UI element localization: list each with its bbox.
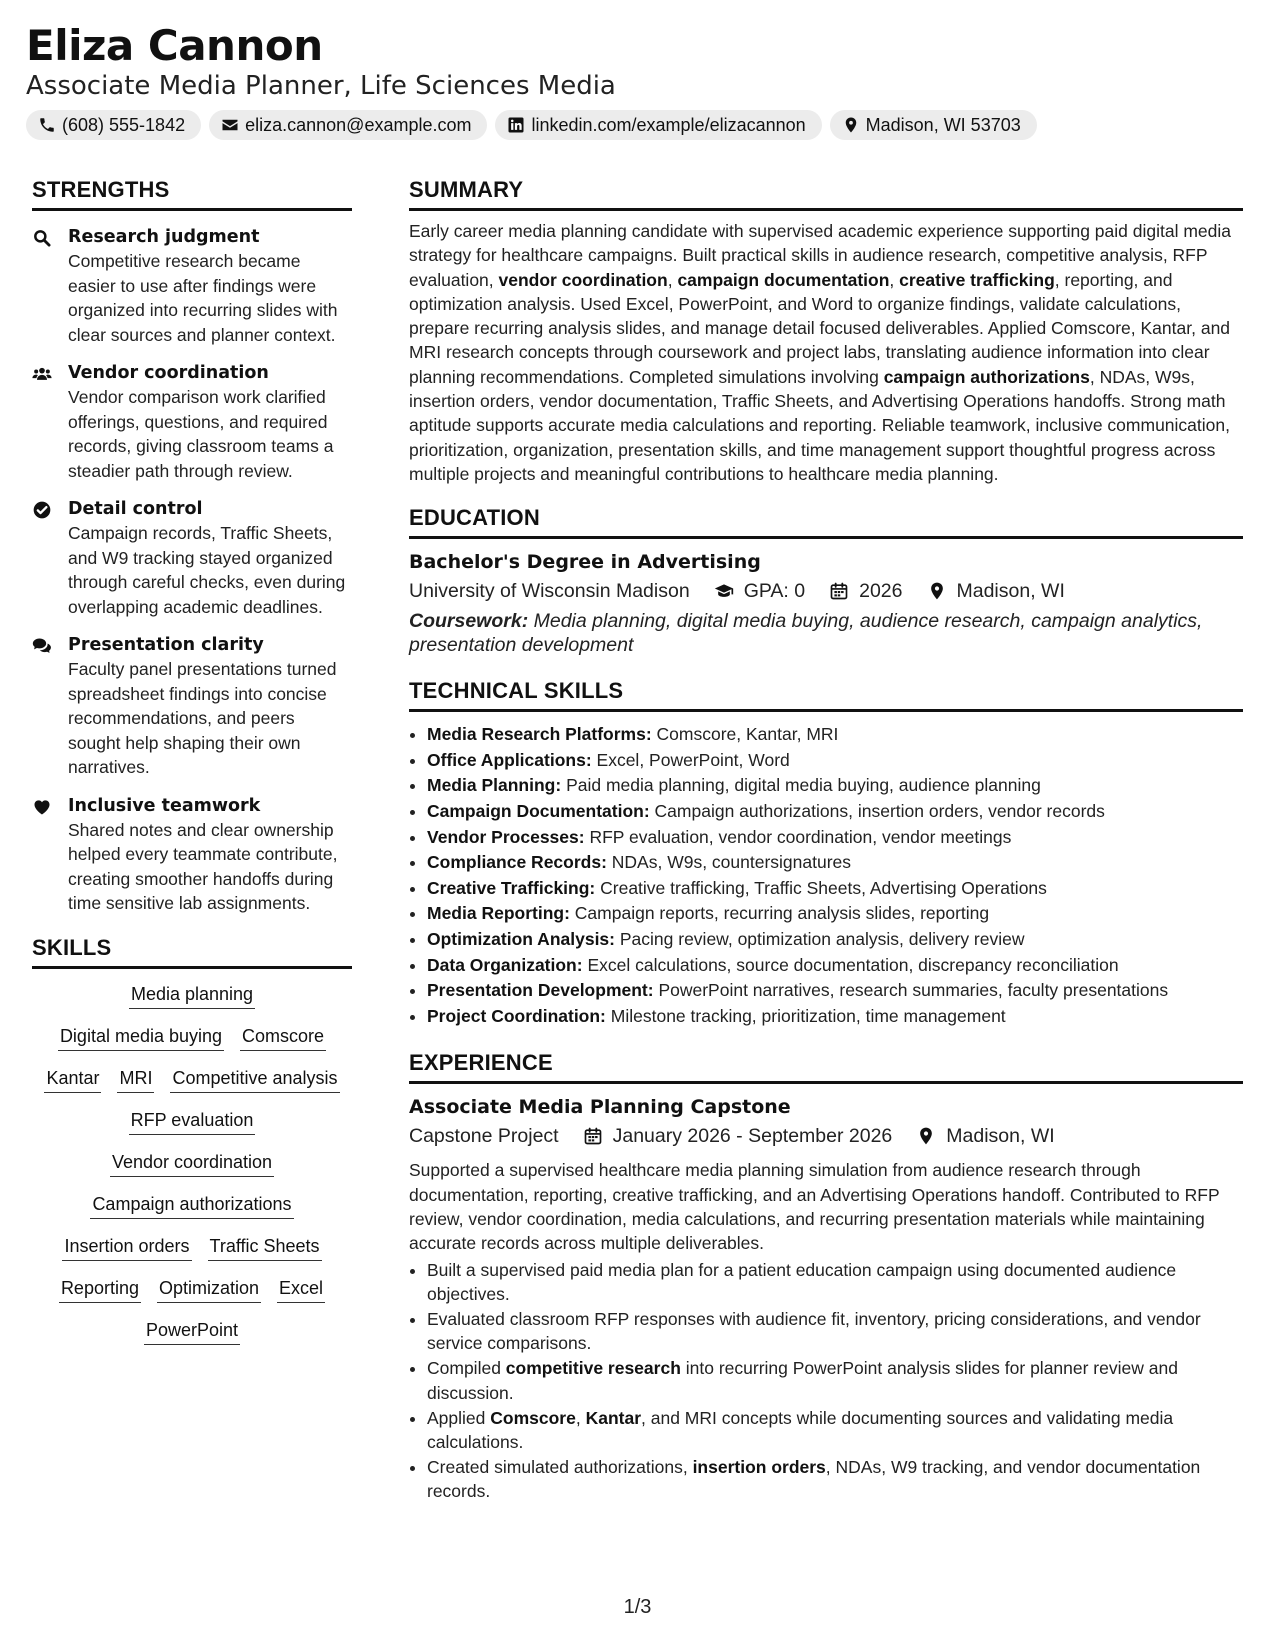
strength-title: Presentation clarity xyxy=(68,635,264,655)
coursework-label: Coursework: xyxy=(409,610,529,633)
skill-tag: PowerPoint xyxy=(144,1317,240,1345)
skill-tag: Vendor coordination xyxy=(110,1149,274,1177)
experience-bullet xyxy=(427,1258,1243,1306)
bold-phrase: competitive research xyxy=(505,1358,681,1379)
strength-text: Faculty panel presentations turned spreadsheet findings into concise recommendations, and peers sought help shaping their own narratives. xyxy=(68,659,337,777)
text-run: Early career media planning candidate with supervised academic experience supporting paid digital media strategy for healthcare campaigns. Built practical skills in audience research, competitive analysis, RFP evaluation, xyxy=(409,221,1232,290)
education-heading: EDUCATION xyxy=(409,504,1243,539)
text-run: , xyxy=(889,269,900,290)
skill-row xyxy=(32,1023,352,1051)
experience-heading: EXPERIENCE xyxy=(409,1049,1243,1084)
text-run: Compiled xyxy=(427,1358,506,1379)
experience-bullets xyxy=(409,1258,1243,1504)
technical-skill-label: Compliance Records: xyxy=(427,852,607,873)
strength-text: Vendor comparison work clarified offerings, questions, and required records, giving classroom teams a steadier path through review. xyxy=(68,387,334,481)
strength-item xyxy=(32,497,352,619)
calendar-icon xyxy=(583,1126,603,1146)
strengths-section xyxy=(32,176,352,916)
skill-tag: Traffic Sheets xyxy=(208,1233,322,1261)
technical-skill-value: Creative trafficking, Traffic Sheets, Advertising Operations xyxy=(600,877,1047,898)
strength-text: Competitive research became easier to use after findings were organized into recurring slides with clear sources and planner context. xyxy=(68,251,338,345)
bold-phrase: campaign documentation xyxy=(677,269,890,290)
skill-row xyxy=(32,981,352,1009)
map-pin-icon xyxy=(927,581,947,601)
map-pin-icon xyxy=(916,1126,936,1146)
strength-item xyxy=(32,225,352,347)
technical-skill-label: Project Coordination: xyxy=(427,1005,606,1026)
technical-skill-label: Media Reporting: xyxy=(427,903,570,924)
technical-skill-item xyxy=(427,876,1243,902)
text-run: Created simulated authorizations, xyxy=(427,1457,693,1478)
skill-tag: Comscore xyxy=(240,1023,326,1051)
magnifier-icon xyxy=(32,228,52,248)
summary-section xyxy=(409,176,1243,486)
phone-icon xyxy=(38,116,56,134)
linkedin-icon xyxy=(507,116,525,134)
summary-heading: SUMMARY xyxy=(409,176,1243,211)
contact-linkedin-text: linkedin.com/example/elizacannon xyxy=(531,114,806,135)
skill-tag: Campaign authorizations xyxy=(90,1191,293,1219)
experience-bullet xyxy=(427,1356,1243,1404)
technical-skill-item xyxy=(427,825,1243,851)
text-run: , and MRI concepts while documenting sources and validating media calculations. xyxy=(427,1407,1174,1452)
technical-skill-value: Campaign reports, recurring analysis slides, reporting xyxy=(574,903,990,924)
strength-title: Detail control xyxy=(68,499,203,519)
technical-skill-label: Optimization Analysis: xyxy=(427,929,615,950)
technical-skill-value: Excel calculations, source documentation, discrepancy reconciliation xyxy=(587,954,1119,975)
technical-skill-value: PowerPoint narratives, research summaries, faculty presentations xyxy=(658,980,1169,1001)
technical-skills-heading: TECHNICAL SKILLS xyxy=(409,677,1243,712)
contact-linkedin[interactable] xyxy=(495,110,821,140)
summary-text xyxy=(409,219,1243,486)
technical-skill-label: Vendor Processes: xyxy=(427,826,585,847)
technical-skill-label: Data Organization: xyxy=(427,954,583,975)
experience-bullet xyxy=(427,1406,1243,1454)
bold-phrase: vendor coordination xyxy=(498,269,668,290)
page-number: 1/3 xyxy=(623,1596,652,1618)
strength-title: Vendor coordination xyxy=(68,363,269,383)
skill-row xyxy=(32,1233,352,1261)
technical-skill-item xyxy=(427,978,1243,1004)
strength-text: Shared notes and clear ownership helped every teammate contribute, creating smoother handoffs during time sensitive lab assignments. xyxy=(68,819,338,913)
comments-icon xyxy=(32,636,52,656)
education-location: Madison, WI xyxy=(956,580,1065,603)
contact-email[interactable] xyxy=(209,110,487,140)
technical-skill-value: Pacing review, optimization analysis, delivery review xyxy=(619,929,1025,950)
experience-bullet xyxy=(427,1455,1243,1503)
bold-phrase: Comscore xyxy=(490,1407,576,1428)
experience-org: Capstone Project xyxy=(409,1125,559,1148)
skill-row xyxy=(32,1107,352,1135)
text-run: into recurring PowerPoint analysis slides for planner review and discussion. xyxy=(427,1358,1178,1403)
strength-item xyxy=(32,633,352,780)
contact-location xyxy=(830,110,1037,140)
technical-skill-value: RFP evaluation, vendor coordination, vendor meetings xyxy=(589,826,1012,847)
text-run: Built a supervised paid media plan for a patient education campaign using documented audience objectives. xyxy=(427,1259,1177,1304)
graduation-cap-icon xyxy=(714,581,734,601)
skill-tag: RFP evaluation xyxy=(129,1107,256,1135)
text-run: Evaluated classroom RFP responses with audience fit, inventory, pricing considerations, and vendor service comparisons. xyxy=(427,1308,1201,1354)
technical-skill-value: Campaign authorizations, insertion orders, vendor records xyxy=(654,801,1105,822)
heart-icon xyxy=(32,797,52,817)
strength-item xyxy=(32,794,352,916)
contact-bar xyxy=(26,110,1246,140)
skill-tag: MRI xyxy=(117,1065,154,1093)
technical-skill-item xyxy=(427,850,1243,876)
text-run: , NDAs, W9s, insertion orders, vendor documentation, Traffic Sheets, and Advertising Operations handoffs. Strong math aptitude supports accurate media calculations and reporting. Reliable teamwork, inclusive communication, prioritization, organization, presentation skills, and time management support thoughtful progress across multiple projects and meaningful contributions to healthcare media planning. xyxy=(409,366,1230,484)
skill-tag: Excel xyxy=(277,1275,325,1303)
skill-tag: Reporting xyxy=(59,1275,141,1303)
skill-row xyxy=(32,1317,352,1345)
text-run: , xyxy=(575,1407,586,1428)
technical-skill-item xyxy=(427,1004,1243,1030)
skills-section xyxy=(32,934,352,1345)
graduation-year: 2026 xyxy=(859,580,903,603)
skills-list xyxy=(32,969,352,1345)
skill-tag: Competitive analysis xyxy=(170,1065,339,1093)
technical-skill-value: Comscore, Kantar, MRI xyxy=(656,724,839,745)
text-run: Applied xyxy=(427,1407,491,1428)
strength-title: Inclusive teamwork xyxy=(68,795,261,816)
left-column xyxy=(32,176,352,1361)
degree-title: Bachelor's Degree in Advertising xyxy=(409,551,761,574)
skill-tag: Digital media buying xyxy=(58,1023,224,1051)
bold-phrase: creative trafficking xyxy=(899,269,1055,290)
skill-row xyxy=(32,1065,352,1093)
bold-phrase: Kantar xyxy=(585,1407,642,1428)
strength-text: Campaign records, Traffic Sheets, and W9 tracking stayed organized through careful checks, even during overlapping academic deadlines. xyxy=(68,523,346,617)
contact-phone-text: (608) 555-1842 xyxy=(62,114,186,135)
skill-tag: Insertion orders xyxy=(62,1233,191,1261)
education-section xyxy=(409,504,1243,657)
technical-skill-item xyxy=(427,927,1243,953)
experience-description: Supported a supervised healthcare media planning simulation from audience research through documentation, reporting, creative trafficking, and an Advertising Operations handoff. Contributed to RFP review, vendor coordination, media calculations, and recurring presentation materials while maintaining accurate records across multiple deliverables. xyxy=(409,1160,1220,1254)
envelope-icon xyxy=(221,116,239,134)
technical-skill-value: Milestone tracking, prioritization, time management xyxy=(610,1005,1006,1026)
gpa: GPA: 0 xyxy=(743,580,806,603)
coursework-list: Media planning, digital media buying, audience research, campaign analytics, presentation development xyxy=(409,610,1203,657)
school-name: University of Wisconsin Madison xyxy=(409,580,690,603)
technical-skills-list xyxy=(409,722,1243,1029)
skill-row xyxy=(32,1149,352,1177)
users-icon xyxy=(32,364,52,384)
technical-skill-value: Paid media planning, digital media buying, audience planning xyxy=(566,775,1041,796)
education-meta xyxy=(409,577,1243,605)
contact-phone[interactable] xyxy=(26,110,201,140)
technical-skill-label: Media Planning: xyxy=(427,775,562,796)
skill-tag: Kantar xyxy=(44,1065,101,1093)
skills-heading: SKILLS xyxy=(32,934,352,969)
text-run: , NDAs, W9 tracking, and vendor documentation records. xyxy=(427,1457,1201,1502)
experience-location: Madison, WI xyxy=(946,1125,1055,1148)
technical-skill-item xyxy=(427,901,1243,927)
check-circle-icon xyxy=(32,500,52,520)
skill-tag: Media planning xyxy=(129,981,255,1009)
technical-skill-value: NDAs, W9s, countersignatures xyxy=(611,852,852,873)
technical-skill-value: Excel, PowerPoint, Word xyxy=(596,749,790,770)
technical-skill-item xyxy=(427,799,1243,825)
coursework xyxy=(409,609,1243,657)
contact-email-text: eliza.cannon@example.com xyxy=(245,114,472,135)
skill-row xyxy=(32,1275,352,1303)
technical-skill-item xyxy=(427,748,1243,774)
candidate-title: Associate Media Planner, Life Sciences Media xyxy=(26,71,616,101)
text-run: , reporting, and optimization analysis. Used Excel, PowerPoint, and Word to organize findings, validate calculations, prepare recurring analysis slides, and manage detail focused deliverables. Applied Comscore, Kantar, and MRI research concepts through coursework and project labs, translating audience information into clear planning recommendations. Completed simulations involving xyxy=(409,269,1231,387)
resume-header xyxy=(26,20,1246,140)
skill-row xyxy=(32,1191,352,1219)
bold-phrase: insertion orders xyxy=(692,1457,826,1478)
strength-title: Research judgment xyxy=(68,227,260,247)
technical-skill-item xyxy=(427,722,1243,748)
skill-tag: Optimization xyxy=(157,1275,261,1303)
technical-skill-label: Creative Trafficking: xyxy=(427,877,596,898)
experience-dates: January 2026 - September 2026 xyxy=(612,1125,893,1148)
strengths-heading: STRENGTHS xyxy=(32,176,352,211)
technical-skill-item xyxy=(427,773,1243,799)
experience-meta xyxy=(409,1122,1243,1150)
experience-role: Associate Media Planning Capstone xyxy=(409,1096,791,1119)
technical-skills-section xyxy=(409,677,1243,1029)
technical-skill-label: Presentation Development: xyxy=(427,980,654,1001)
technical-skill-label: Media Research Platforms: xyxy=(427,724,652,745)
right-column xyxy=(409,176,1243,1520)
text-run: , xyxy=(667,269,678,290)
technical-skill-item xyxy=(427,953,1243,979)
contact-location-text: Madison, WI 53703 xyxy=(865,114,1021,135)
experience-section xyxy=(409,1049,1243,1503)
bold-phrase: campaign authorizations xyxy=(883,366,1090,387)
technical-skill-label: Office Applications: xyxy=(427,749,592,770)
strength-item xyxy=(32,361,352,483)
experience-bullet xyxy=(427,1307,1243,1355)
technical-skill-label: Campaign Documentation: xyxy=(427,801,650,822)
candidate-name: Eliza Cannon xyxy=(26,21,323,70)
calendar-icon xyxy=(829,581,849,601)
map-pin-icon xyxy=(842,116,860,134)
